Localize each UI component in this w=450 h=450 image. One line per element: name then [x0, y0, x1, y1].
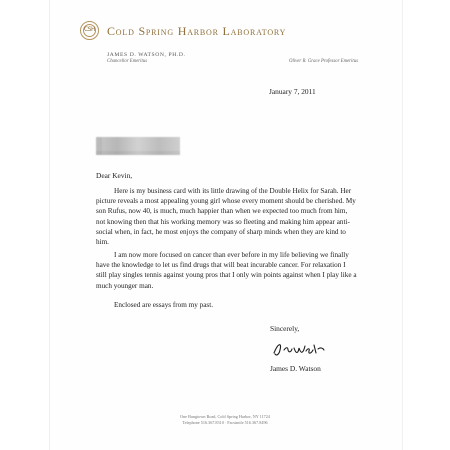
csh-seal-logo [80, 21, 99, 40]
organization-name: Cold Spring Harbor Laboratory [107, 24, 287, 38]
handwritten-signature [270, 338, 326, 360]
sender-title-left: Chancellor Emeritus [107, 59, 148, 64]
paragraph-1-text: Here is my business card with its little drawing of the Double Helix for Sarah. Her picture reveals a most appealing young girl whose every moment should be cherished. My son Rufus, now 40, is much, much happier than when we expected too much from him, not knowing then that his working memory was so fleeting and making him appear anti-social when, in fact, he most enjoys the company of sharp minds when they are kind to him. [96, 187, 356, 247]
paragraph-2-text: I am now more focused on cancer than ever before in my life believing we finally have the knowledge to let us find drugs that will beat incurable cancer. For relaxation I still play singles tennis against young pros that I only win points against when I play like a much younger man. [96, 251, 357, 290]
letter-date: January 7, 2011 [269, 87, 316, 96]
redacted-recipient-address [96, 137, 180, 155]
closing: Sincerely, [270, 324, 300, 333]
footer-address: One Bungtown Road, Cold Spring Harbor, NY 11724 [180, 414, 270, 419]
sender-title-right: Oliver R. Grace Professor Emeritus [289, 59, 358, 64]
salutation: Dear Kevin, [96, 171, 133, 180]
seal-text: CSH [83, 26, 95, 33]
signer-name: James D. Watson [270, 364, 321, 373]
body-paragraph-2 [96, 250, 358, 291]
footer-contact: Telephone 516.367.8310 · Facsimile 516.367.8496 [182, 420, 268, 425]
body-paragraph-1 [96, 186, 358, 247]
sender-name-heading: JAMES D. WATSON, PH.D. [107, 52, 186, 58]
body-paragraph-3: Enclosed are essays from my past. [114, 301, 214, 309]
